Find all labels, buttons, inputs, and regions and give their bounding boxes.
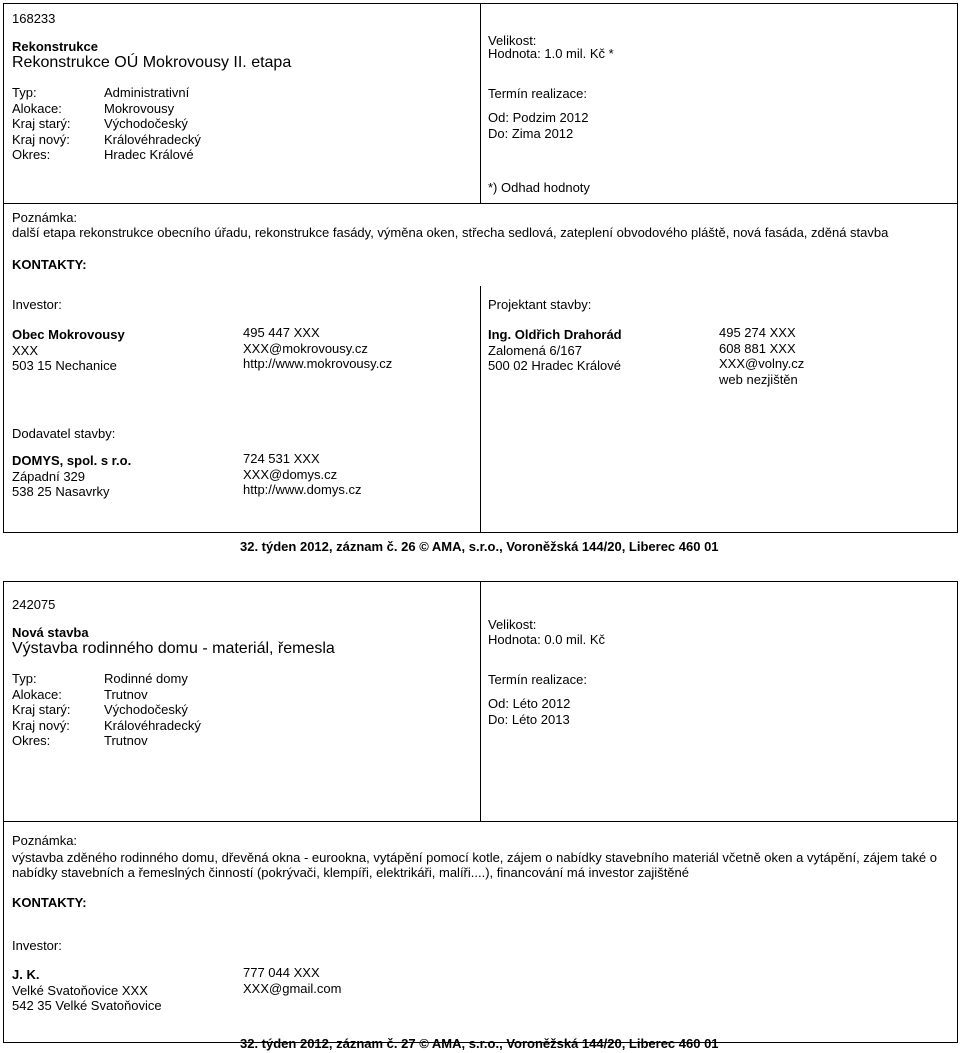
investor-line3: 503 15 Nechanice bbox=[12, 358, 117, 373]
value-alokace: Mokrovousy bbox=[104, 100, 175, 116]
record-footer: 32. týden 2012, záznam č. 27 © AMA, s.r.o., Voroněžská 144/20, Liberec 460 01 bbox=[240, 1036, 719, 1051]
investor-web[interactable]: http://www.mokrovousy.cz bbox=[243, 356, 393, 371]
termin-od: Od: Léto 2012 bbox=[488, 696, 571, 711]
value-typ: Rodinné domy bbox=[104, 671, 188, 686]
value-typ: Administrativní bbox=[104, 85, 190, 100]
record-168233-top-divider bbox=[480, 3, 481, 204]
investor-contact bbox=[243, 965, 341, 996]
label-okres: Okres: bbox=[12, 733, 51, 748]
attribute-values bbox=[104, 85, 201, 163]
attribute-values bbox=[104, 671, 201, 749]
investor-line2: XXX bbox=[12, 342, 39, 358]
investor-email[interactable]: XXX@mokrovousy.cz bbox=[243, 340, 368, 356]
label-kraj-novy: Kraj nový: bbox=[12, 131, 70, 147]
investor-phone: 495 447 XXX bbox=[243, 325, 320, 340]
label-kraj-stary: Kraj starý: bbox=[12, 116, 71, 131]
investor-name: Obec Mokrovousy bbox=[12, 327, 125, 342]
label-alokace: Alokace: bbox=[12, 686, 62, 702]
record-242075-top-divider bbox=[480, 581, 481, 822]
investor-address bbox=[12, 967, 162, 1014]
projektant-address bbox=[488, 327, 622, 374]
kontakty-heading: KONTAKTY: bbox=[12, 257, 87, 272]
poznamka-label: Poznámka: bbox=[12, 210, 78, 225]
value-okres: Trutnov bbox=[104, 733, 148, 748]
label-typ: Typ: bbox=[12, 85, 37, 100]
dodavatel-contact bbox=[243, 451, 361, 498]
kontakty-heading: KONTAKTY: bbox=[12, 895, 87, 910]
dodavatel-name: DOMYS, spol. s r.o. bbox=[12, 453, 132, 468]
investor-label: Investor: bbox=[12, 938, 62, 953]
dodavatel-web[interactable]: http://www.domys.cz bbox=[243, 482, 362, 497]
record-242075-header-separator bbox=[3, 821, 958, 822]
projektant-phone2: 608 881 XXX bbox=[719, 340, 796, 356]
poznamka-text: další etapa rekonstrukce obecního úřadu, rekonstrukce fasády, výměna oken, střecha sedlová, zateplení obvodového pláště, nová fasáda, zděná stavba bbox=[12, 225, 889, 240]
dodavatel-line2: Západní 329 bbox=[12, 468, 86, 484]
label-alokace: Alokace: bbox=[12, 100, 62, 116]
label-typ: Typ: bbox=[12, 671, 37, 686]
value-alokace: Trutnov bbox=[104, 686, 148, 702]
termin-label: Termín realizace: bbox=[488, 672, 587, 687]
value-okres: Hradec Králové bbox=[104, 147, 194, 162]
value-kraj-stary: Východočeský bbox=[104, 702, 188, 717]
value-kraj-stary: Východočeský bbox=[104, 116, 188, 131]
velikost-label: Velikost: bbox=[488, 33, 537, 48]
odhad-note: *) Odhad hodnoty bbox=[488, 180, 590, 195]
investor-label: Investor: bbox=[12, 297, 62, 312]
label-kraj-novy: Kraj nový: bbox=[12, 717, 70, 733]
termin-od: Od: Podzim 2012 bbox=[488, 110, 589, 125]
projektant-label: Projektant stavby: bbox=[488, 297, 592, 312]
investor-name: J. K. bbox=[12, 967, 40, 982]
projektant-contact bbox=[719, 325, 804, 387]
dodavatel-address bbox=[12, 453, 131, 500]
label-okres: Okres: bbox=[12, 147, 51, 162]
record-id: 168233 bbox=[12, 11, 56, 26]
projektant-line3: 500 02 Hradec Králové bbox=[488, 358, 621, 373]
investor-line3: 542 35 Velké Svatoňovice bbox=[12, 998, 162, 1013]
hodnota-value: Hodnota: 0.0 mil. Kč bbox=[488, 632, 606, 647]
projektant-name: Ing. Oldřich Drahorád bbox=[488, 327, 622, 342]
hodnota-value: Hodnota: 1.0 mil. Kč * bbox=[488, 46, 614, 61]
record-id: 242075 bbox=[12, 597, 56, 612]
termin-label: Termín realizace: bbox=[488, 86, 587, 101]
dodavatel-label: Dodavatel stavby: bbox=[12, 426, 116, 441]
investor-address bbox=[12, 327, 125, 374]
projektant-email[interactable]: XXX@volny.cz bbox=[719, 356, 805, 371]
value-kraj-novy: Královéhradecký bbox=[104, 717, 201, 733]
record-category: Rekonstrukce bbox=[12, 39, 98, 54]
projektant-phone: 495 274 XXX bbox=[719, 325, 796, 340]
record-category: Nová stavba bbox=[12, 625, 89, 640]
investor-contact bbox=[243, 325, 392, 372]
poznamka-line2: nabídky stavebních a řemeslných činností (pokrývači, klempíři, elektrikáři, malíři....), financování má investor zajištěné bbox=[12, 865, 689, 880]
dodavatel-line3: 538 25 Nasavrky bbox=[12, 484, 110, 499]
poznamka-label: Poznámka: bbox=[12, 833, 78, 848]
record-168233-contacts-divider bbox=[480, 286, 481, 533]
projektant-web: web nezjištěn bbox=[719, 371, 798, 387]
attribute-labels bbox=[12, 671, 71, 749]
record-title: Výstavba rodinného domu - materiál, řemesla bbox=[12, 640, 335, 657]
dodavatel-email[interactable]: XXX@domys.cz bbox=[243, 466, 338, 482]
label-kraj-stary: Kraj starý: bbox=[12, 702, 71, 717]
projektant-line2: Zalomená 6/167 bbox=[488, 342, 582, 358]
value-kraj-novy: Královéhradecký bbox=[104, 131, 201, 147]
velikost-label: Velikost: bbox=[488, 617, 537, 632]
poznamka-line1: výstavba zděného rodinného domu, dřevěná okna - eurookna, vytápění pomocí kotle, zájem o nabídky stavebního materiál včetně oken a vytápění, zájem také o bbox=[12, 850, 937, 865]
investor-phone: 777 044 XXX bbox=[243, 965, 320, 980]
termin-do: Do: Zima 2012 bbox=[488, 126, 574, 141]
record-footer: 32. týden 2012, záznam č. 26 © AMA, s.r.o., Voroněžská 144/20, Liberec 460 01 bbox=[240, 539, 719, 554]
investor-email[interactable]: XXX@gmail.com bbox=[243, 980, 342, 996]
attribute-labels bbox=[12, 85, 71, 163]
dodavatel-phone: 724 531 XXX bbox=[243, 451, 320, 466]
record-168233-header-separator bbox=[3, 203, 958, 204]
termin-do: Do: Léto 2013 bbox=[488, 712, 570, 727]
record-title: Rekonstrukce OÚ Mokrovousy II. etapa bbox=[12, 54, 292, 71]
investor-line2: Velké Svatoňovice XXX bbox=[12, 982, 148, 998]
